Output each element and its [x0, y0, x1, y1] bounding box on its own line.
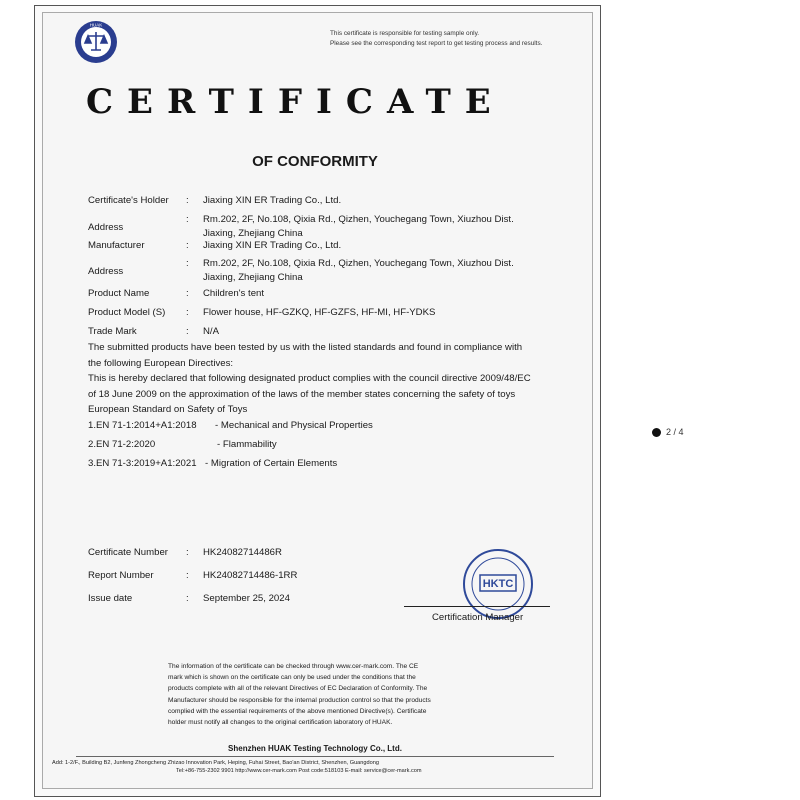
- footer-divider: [76, 756, 554, 757]
- standard-description: - Migration of Certain Elements: [205, 458, 338, 469]
- disclaimer-note-2: Please see the corresponding test report to get testing process and results.: [330, 40, 543, 47]
- certificate-page: [42, 12, 593, 789]
- indicator-dot-icon: [652, 428, 661, 437]
- field-value: Jiaxing, Zhejiang China: [203, 272, 303, 283]
- standard-description: - Mechanical and Physical Properties: [215, 420, 373, 431]
- info-value: HK24082714486-1RR: [203, 570, 298, 581]
- field-label: Address: [88, 266, 124, 277]
- field-value: Jiaxing XIN ER Trading Co., Ltd.: [203, 240, 342, 251]
- info-label: Report Number: [88, 570, 154, 581]
- disclaimer-line: complied with the essential requirements of the above mentioned Directive(s). Certificate: [168, 707, 427, 715]
- footer-company: Shenzhen HUAK Testing Technology Co., Ltd.: [228, 744, 402, 753]
- field-label: Product Name: [88, 288, 150, 299]
- body-line: The submitted products have been tested by us with the listed standards and found in compliance with: [88, 342, 523, 353]
- footer-address: Add: 1-2/F., Building B2, Junfeng Zhongcheng Zhizao Innovation Park, Heping, Fuhai Street, Bao'an District, Shenzhen, Guangdong: [52, 760, 379, 766]
- certificate-title: CERTIFICATE: [86, 82, 505, 120]
- svg-text:HKTC: HKTC: [482, 578, 514, 590]
- field-colon: :: [186, 258, 189, 269]
- info-colon: :: [186, 570, 189, 581]
- body-line: This is hereby declared that following designated product complies with the council directive 2009/48/EC: [88, 373, 531, 384]
- disclaimer-line: mark which is shown on the certificate can only be used under the conditions that the: [168, 674, 416, 682]
- disclaimer-line: products complete with all of the relevant Directives of EC Declaration of Conformity. The: [168, 685, 428, 693]
- info-colon: :: [186, 547, 189, 558]
- field-colon: :: [186, 240, 189, 251]
- body-line: European Standard on Safety of Toys: [88, 404, 248, 415]
- disclaimer-line: Manufacturer should be responsible for the internal production control so that the products: [168, 696, 431, 704]
- info-label: Certificate Number: [88, 547, 168, 558]
- field-value: Rm.202, 2F, No.108, Qixia Rd., Qizhen, Youchegang Town, Xiuzhou Dist.: [203, 258, 514, 269]
- info-label: Issue date: [88, 593, 133, 604]
- page-indicator-text: 2 / 4: [666, 427, 684, 437]
- field-label: Trade Mark: [88, 326, 137, 337]
- disclaimer-line: The information of the certificate can be checked through www.cer-mark.com. The CE: [168, 663, 419, 670]
- field-value: Children's tent: [203, 288, 265, 299]
- body-line: the following European Directives:: [88, 357, 234, 369]
- field-colon: :: [186, 288, 189, 299]
- standard-code: 3.EN 71-3:2019+A1:2021: [88, 458, 197, 469]
- field-colon: :: [186, 214, 189, 225]
- body-line: of 18 June 2009 on the approximation of the laws of the member states concerning the safety of toys: [88, 388, 516, 400]
- testing-stamp: [462, 548, 534, 620]
- standard-code: 1.EN 71-1:2014+A1:2018: [88, 420, 197, 431]
- field-colon: :: [186, 326, 189, 337]
- info-colon: :: [186, 593, 189, 604]
- field-label: Manufacturer: [88, 240, 145, 251]
- info-value: HK24082714486R: [203, 547, 282, 558]
- field-label: Address: [88, 222, 124, 233]
- footer-contact: Tel:+86-755-2302 9901 http://www.cer-mark.com Post code:518103 E-mail: service@cer-mark.com: [176, 768, 422, 774]
- field-value: N/A: [203, 326, 219, 337]
- field-value: Jiaxing XIN ER Trading Co., Ltd.: [203, 195, 342, 206]
- field-value: Flower house, HF-GZKQ, HF-GZFS, HF-MI, HF-YDKS: [203, 307, 436, 318]
- field-colon: :: [186, 307, 189, 318]
- info-value: September 25, 2024: [203, 593, 290, 604]
- field-value: Jiaxing, Zhejiang China: [203, 228, 303, 239]
- disclaimer-line: holder must notify all changes to the original certification laboratory of HUAK.: [168, 719, 393, 726]
- field-colon: :: [186, 195, 189, 206]
- field-label: Product Model (S): [88, 307, 166, 318]
- standard-description: - Flammability: [217, 439, 277, 450]
- svg-text:HUAK: HUAK: [89, 22, 103, 28]
- disclaimer-note-1: This certificate is responsible for testing sample only.: [330, 30, 480, 37]
- field-label: Certificate's Holder: [88, 195, 169, 206]
- field-value: Rm.202, 2F, No.108, Qixia Rd., Qizhen, Youchegang Town, Xiuzhou Dist.: [203, 214, 514, 225]
- signature-label: Certification Manager: [432, 612, 524, 623]
- signature-line: [404, 606, 550, 607]
- standard-code: 2.EN 71-2:2020: [88, 439, 156, 450]
- certificate-subtitle: OF CONFORMITY: [252, 153, 378, 170]
- huak-logo: [74, 20, 118, 64]
- page-indicator: [652, 427, 684, 437]
